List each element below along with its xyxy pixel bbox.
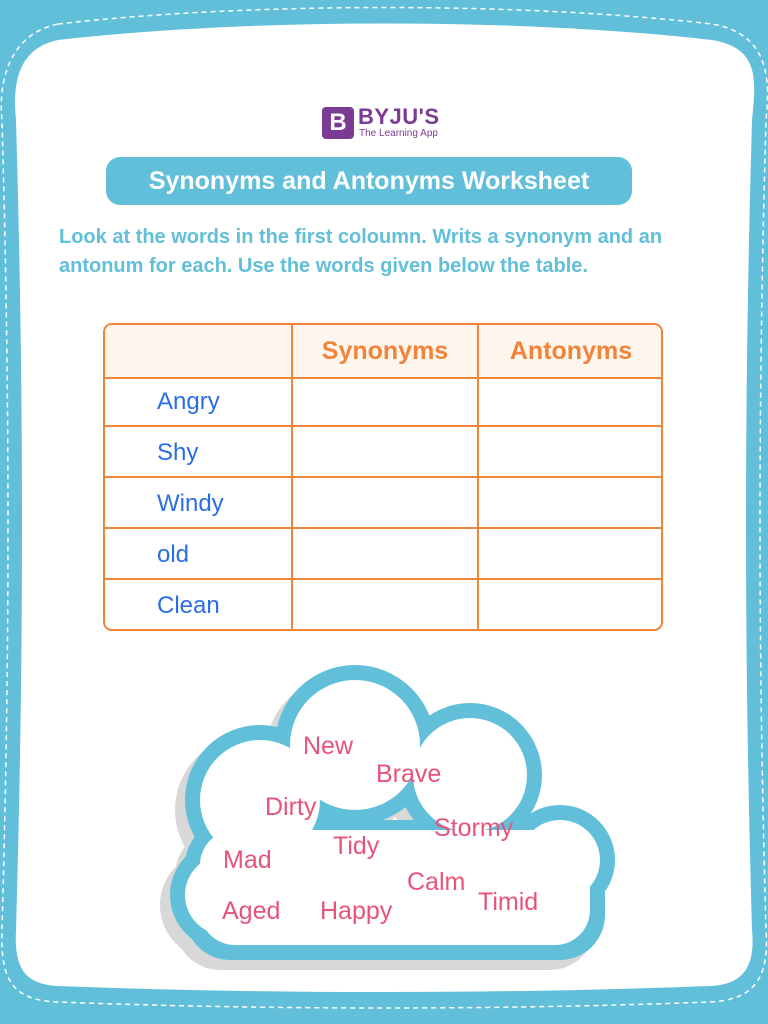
brand-mark-icon: B bbox=[322, 107, 354, 139]
row-word: Clean bbox=[157, 592, 220, 619]
word-bank-item: Dirty bbox=[265, 793, 317, 821]
word-bank-item: Brave bbox=[376, 760, 442, 788]
row-word: Windy bbox=[157, 490, 224, 517]
table-row bbox=[105, 530, 661, 580]
row-word: old bbox=[157, 541, 190, 568]
antonym-answer-cell[interactable] bbox=[479, 377, 661, 425]
synonym-answer-cell[interactable] bbox=[293, 581, 477, 629]
antonym-answer-cell[interactable] bbox=[479, 581, 661, 629]
antonym-answer-cell[interactable] bbox=[479, 479, 661, 527]
synonym-answer-cell[interactable] bbox=[293, 428, 477, 476]
row-word: Angry bbox=[157, 388, 220, 415]
synonym-answer-cell[interactable] bbox=[293, 377, 477, 425]
brand-tagline: The Learning App bbox=[359, 128, 438, 139]
header-cell-synonyms: Synonyms bbox=[321, 337, 449, 365]
worksheet-title: Synonyms and Antonyms Worksheet bbox=[106, 157, 632, 205]
header-cell-antonyms: Antonyms bbox=[509, 337, 633, 365]
word-bank-item: Calm bbox=[407, 868, 466, 896]
table-row bbox=[105, 428, 661, 478]
antonym-answer-cell[interactable] bbox=[479, 428, 661, 476]
column-divider bbox=[291, 325, 293, 631]
instructions-text: Look at the words in the first coloumn. Writs a synonym and an antonum for each. Use the words given below the table. bbox=[59, 226, 663, 277]
worksheet-table bbox=[103, 323, 663, 631]
brand-name: BYJU'S bbox=[358, 104, 440, 129]
table-row bbox=[105, 581, 661, 631]
word-bank-item: Timid bbox=[478, 888, 539, 916]
row-word: Shy bbox=[157, 439, 199, 466]
word-bank-cloud-icon bbox=[140, 650, 640, 980]
synonym-answer-cell[interactable] bbox=[293, 530, 477, 578]
table-row bbox=[105, 479, 661, 529]
word-bank-item: Stormy bbox=[434, 814, 514, 842]
word-bank-item: Happy bbox=[320, 897, 393, 925]
table-header-row bbox=[105, 325, 661, 379]
synonym-answer-cell[interactable] bbox=[293, 479, 477, 527]
antonym-answer-cell[interactable] bbox=[479, 530, 661, 578]
header-cell-word bbox=[105, 325, 291, 377]
column-divider bbox=[477, 325, 479, 631]
table-row bbox=[105, 377, 661, 427]
word-bank-item: Aged bbox=[222, 897, 281, 925]
word-bank-item: Tidy bbox=[333, 832, 380, 860]
word-bank-item: Mad bbox=[223, 846, 272, 874]
word-bank-item: New bbox=[303, 732, 354, 760]
